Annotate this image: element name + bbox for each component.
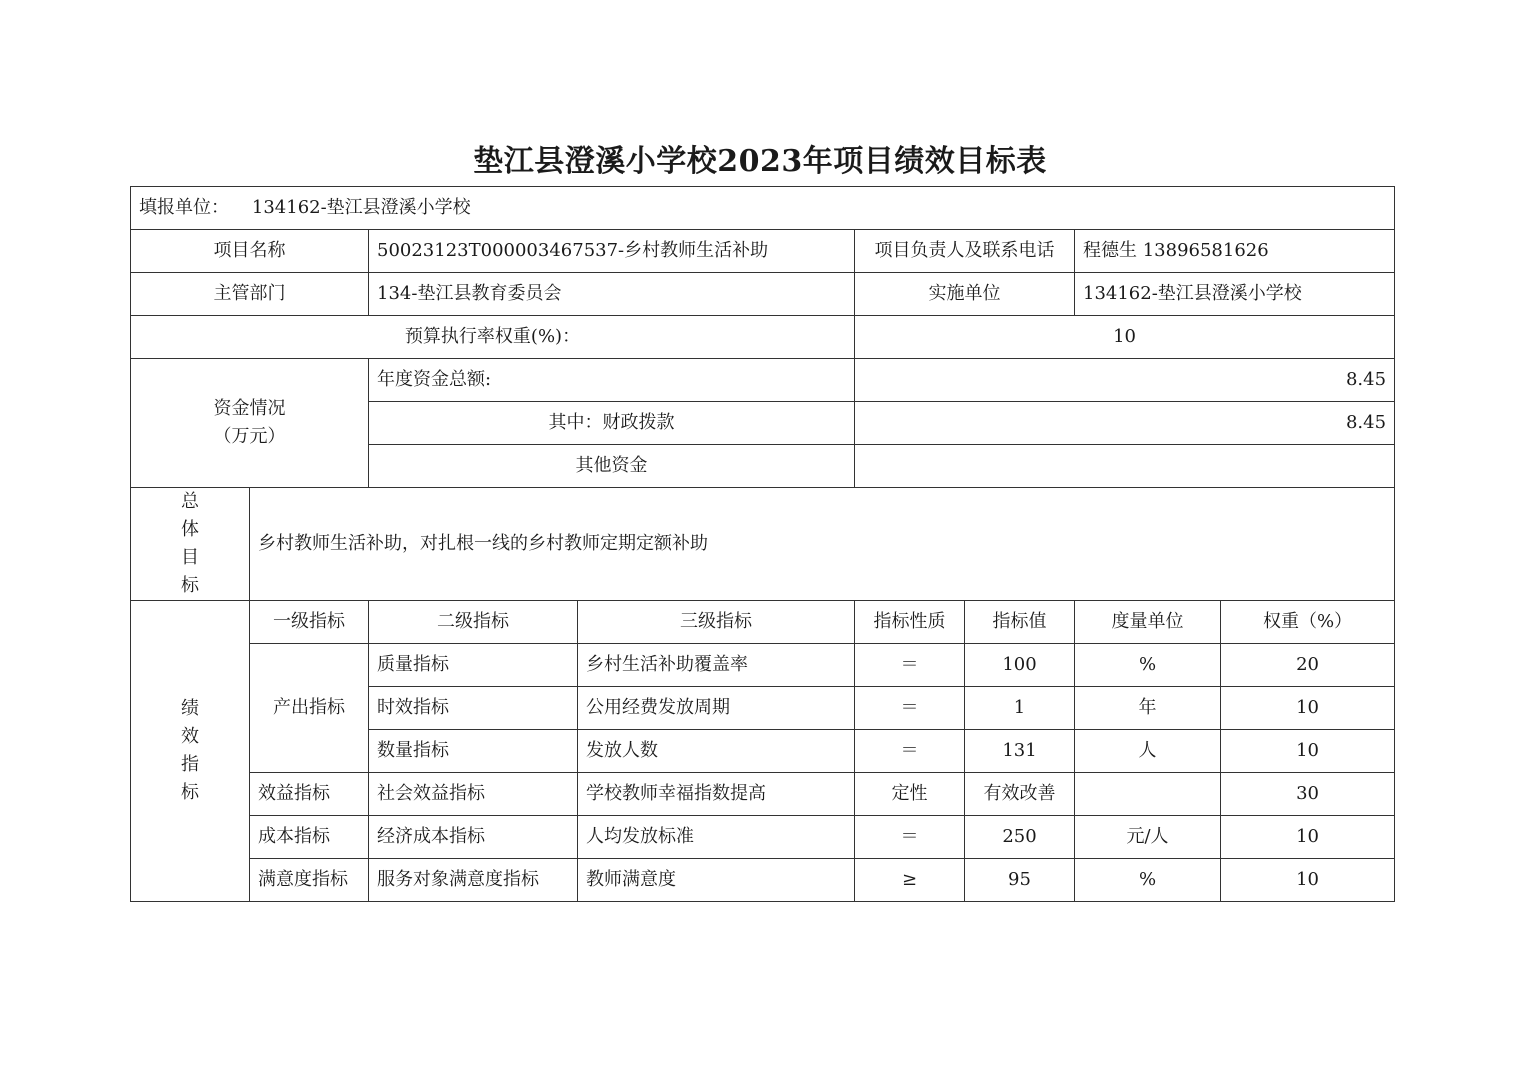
overall-label-char: 目 <box>181 547 199 568</box>
page-title: 垫江县澄溪小学校2023年项目绩效目标表 <box>473 144 1047 179</box>
budget-weight-value: 10 <box>855 316 1395 359</box>
impl-unit-value: 134162-垫江县澄溪小学校 <box>1075 273 1395 316</box>
indicator-unit <box>1075 773 1221 816</box>
indicator-weight: 20 <box>1221 644 1395 687</box>
overall-label-char: 体 <box>181 519 199 540</box>
indicators-label-char: 绩 <box>181 698 199 719</box>
indicator-value: 有效改善 <box>965 773 1075 816</box>
project-name-label: 项目名称 <box>131 230 369 273</box>
indicators-label-char: 标 <box>181 782 199 803</box>
indicator-weight: 30 <box>1221 773 1395 816</box>
project-name-value: 50023123T000003467537-乡村教师生活补助 <box>369 230 855 273</box>
overall-target-text: 乡村教师生活补助，对扎根一线的乡村教师定期定额补助 <box>250 488 1395 601</box>
budget-weight-row <box>131 316 1395 359</box>
indicator-nature: ＝ <box>855 644 965 687</box>
indicator-weight: 10 <box>1221 859 1395 902</box>
header-weight: 权重（%） <box>1221 601 1395 644</box>
indicator-weight: 10 <box>1221 730 1395 773</box>
indicator-level1: 产出指标 <box>250 644 369 773</box>
indicator-unit: 年 <box>1075 687 1221 730</box>
indicator-level2: 时效指标 <box>369 687 578 730</box>
indicators-label-char: 效 <box>181 726 199 747</box>
indicator-unit: % <box>1075 859 1221 902</box>
indicator-level1: 成本指标 <box>250 816 369 859</box>
indicator-level2: 服务对象满意度指标 <box>369 859 578 902</box>
fill-unit-cell <box>131 187 1395 230</box>
indicator-weight: 10 <box>1221 816 1395 859</box>
project-name-row <box>131 230 1395 273</box>
indicator-level3: 公用经费发放周期 <box>578 687 855 730</box>
indicator-level3: 人均发放标准 <box>578 816 855 859</box>
indicator-value: 250 <box>965 816 1075 859</box>
header-level1: 一级指标 <box>250 601 369 644</box>
indicator-weight: 10 <box>1221 687 1395 730</box>
indicator-level3: 学校教师幸福指数提高 <box>578 773 855 816</box>
indicator-nature: 定性 <box>855 773 965 816</box>
header-level3: 三级指标 <box>578 601 855 644</box>
overall-label-char: 标 <box>181 575 199 596</box>
indicators-label <box>131 601 250 902</box>
overall-target-row <box>131 488 1395 601</box>
funds-other-label: 其他资金 <box>369 445 855 488</box>
indicator-nature: ≥ <box>855 859 965 902</box>
indicators-label-char: 指 <box>181 754 199 775</box>
indicator-nature: ＝ <box>855 730 965 773</box>
dept-label: 主管部门 <box>131 273 369 316</box>
funds-total-value: 8.45 <box>855 359 1395 402</box>
indicator-nature: ＝ <box>855 687 965 730</box>
fill-unit-value: 134162-垫江县澄溪小学校 <box>251 197 471 218</box>
project-owner-label: 项目负责人及联系电话 <box>855 230 1075 273</box>
dept-value: 134-垫江县教育委员会 <box>369 273 855 316</box>
indicator-unit: % <box>1075 644 1221 687</box>
dept-row <box>131 273 1395 316</box>
indicator-header-row <box>131 601 1395 644</box>
indicator-level2: 质量指标 <box>369 644 578 687</box>
funds-total-label: 年度资金总额: <box>369 359 855 402</box>
indicator-row <box>131 773 1395 816</box>
header-nature: 指标性质 <box>855 601 965 644</box>
indicator-level3: 教师满意度 <box>578 859 855 902</box>
indicator-row <box>131 644 1395 687</box>
header-unit: 度量单位 <box>1075 601 1221 644</box>
indicator-unit: 元/人 <box>1075 816 1221 859</box>
header-value: 指标值 <box>965 601 1075 644</box>
overall-label-char: 总 <box>181 491 199 512</box>
impl-unit-label: 实施单位 <box>855 273 1075 316</box>
funds-total-row <box>131 359 1395 402</box>
funds-label-line1: 资金情况 <box>213 398 286 419</box>
indicator-level1: 满意度指标 <box>250 859 369 902</box>
indicator-level1: 效益指标 <box>250 773 369 816</box>
funds-other-value <box>855 445 1395 488</box>
funds-fiscal-value: 8.45 <box>855 402 1395 445</box>
indicator-nature: ＝ <box>855 816 965 859</box>
indicator-level2: 社会效益指标 <box>369 773 578 816</box>
indicator-level2: 经济成本指标 <box>369 816 578 859</box>
budget-weight-label: 预算执行率权重(%)： <box>131 316 855 359</box>
project-owner-value: 程德生 13896581626 <box>1075 230 1395 273</box>
indicator-value: 95 <box>965 859 1075 902</box>
fill-unit-row <box>131 187 1395 230</box>
header-level2: 二级指标 <box>369 601 578 644</box>
funds-label-line2: （万元） <box>213 426 286 447</box>
indicator-row <box>131 859 1395 902</box>
indicator-level2: 数量指标 <box>369 730 578 773</box>
indicator-value: 131 <box>965 730 1075 773</box>
fill-unit-label: 填报单位： <box>139 197 229 218</box>
indicator-value: 100 <box>965 644 1075 687</box>
indicator-level3: 发放人数 <box>578 730 855 773</box>
funds-fiscal-label: 其中：财政拨款 <box>369 402 855 445</box>
funds-label <box>131 359 369 488</box>
indicator-row <box>131 816 1395 859</box>
indicator-value: 1 <box>965 687 1075 730</box>
performance-target-table <box>130 186 1395 902</box>
indicator-level3: 乡村生活补助覆盖率 <box>578 644 855 687</box>
overall-target-label <box>131 488 250 601</box>
indicator-unit: 人 <box>1075 730 1221 773</box>
